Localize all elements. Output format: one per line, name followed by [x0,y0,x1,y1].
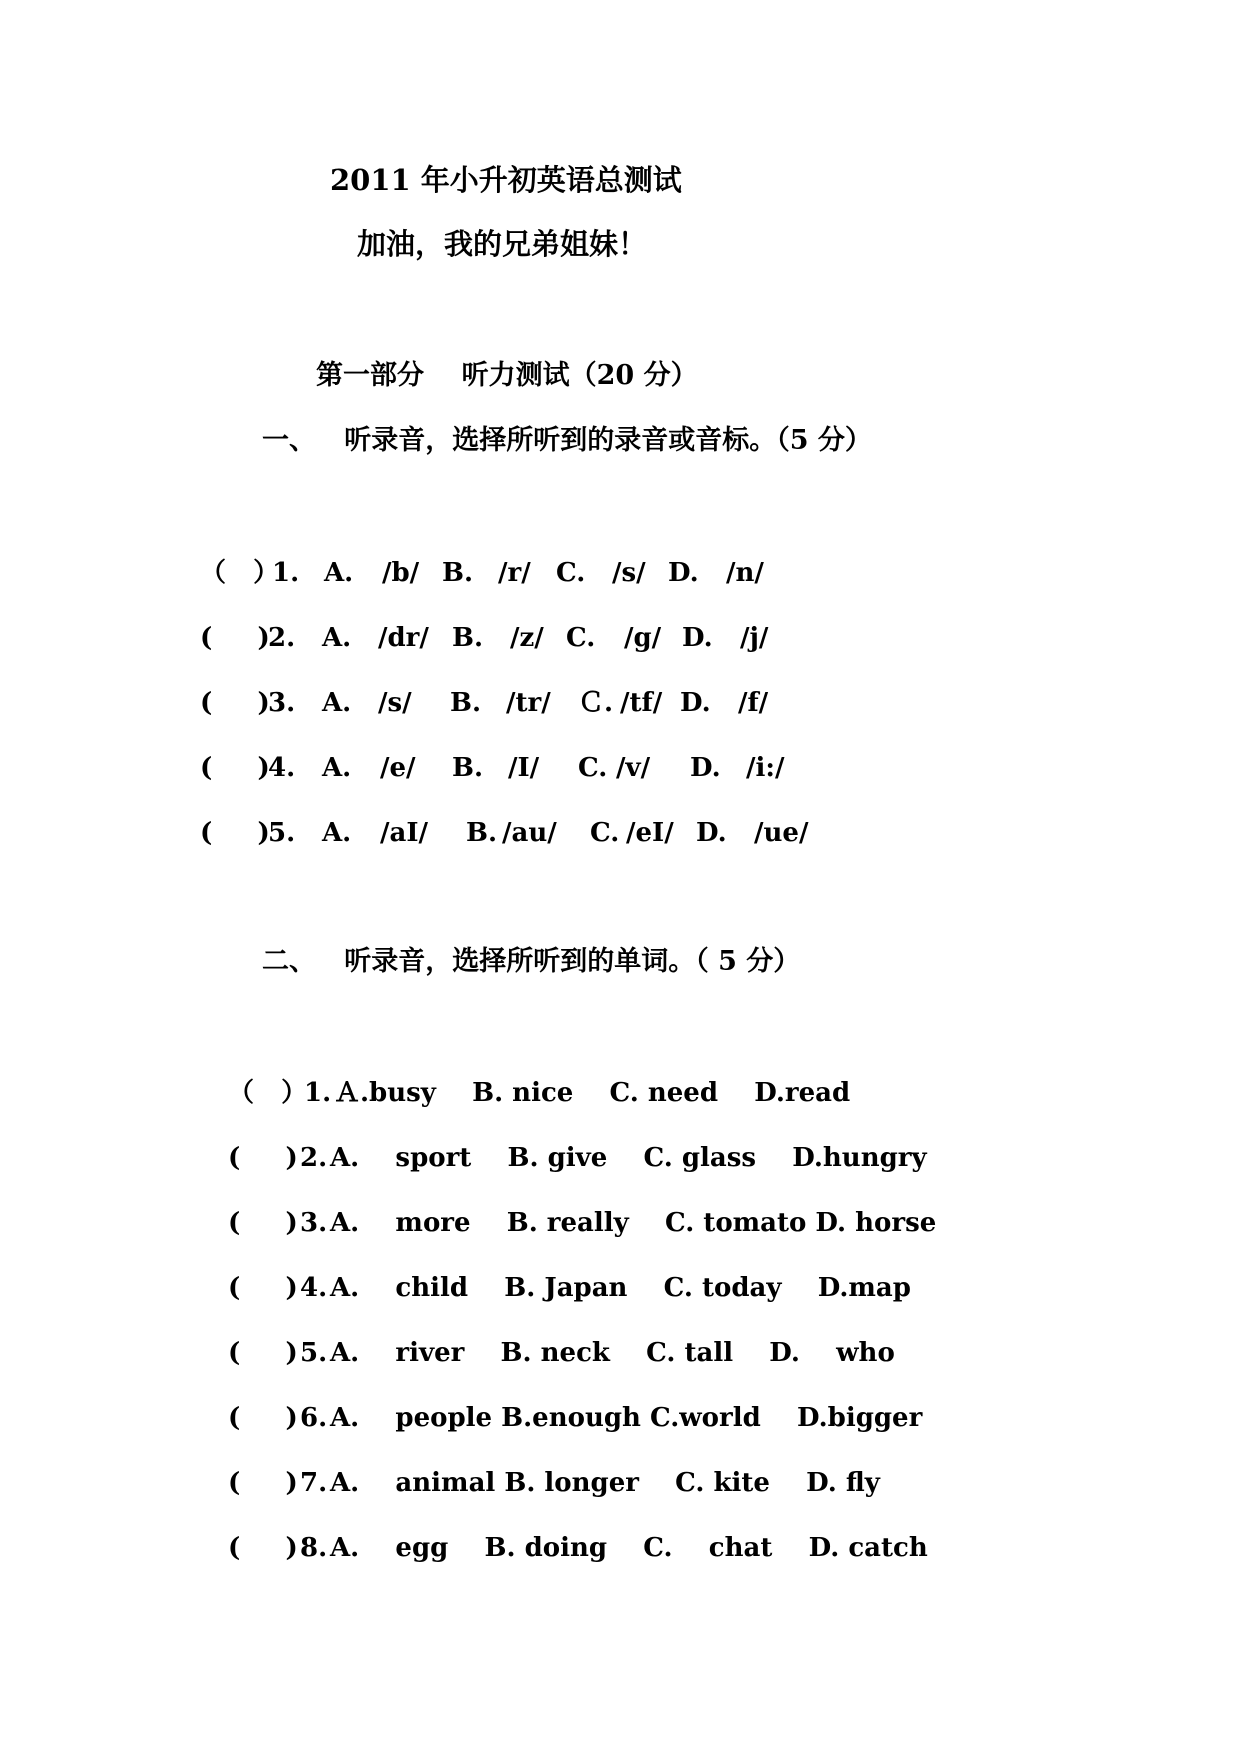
question-options: A. sport B. give C. glass D.hungry [330,1143,927,1173]
option-c-label: C. [578,753,608,783]
option-d-label: D. [690,753,721,783]
option-a-label: A. [322,688,352,718]
option-b-label: B. [450,688,482,718]
option-c-value: /v/ [616,753,651,783]
option-a-value: /dr/ [378,623,429,653]
option-d-label: D. [668,558,699,588]
option-d-value: /f/ [738,688,769,718]
answer-bracket[interactable]: ( ) [200,818,270,848]
question-number: 5. [268,818,296,848]
option-b-label: B. [452,753,484,783]
question-number: 2. [268,623,296,653]
exam-title: 2011 年小升初英语总测试 [330,163,682,197]
question-number: 4. [300,1273,328,1303]
option-d-label: D. [696,818,727,848]
question-options: A. people B.enough C.world D.bigger [330,1403,923,1433]
question-number: 2. [300,1143,328,1173]
question-number: 7. [300,1468,328,1498]
answer-bracket[interactable]: （ ） [200,558,280,588]
option-c-value: /s/ [612,558,646,588]
question-number: 3. [300,1208,328,1238]
exam-subtitle: 加油，我的兄弟姐妹！ [357,227,648,261]
answer-bracket[interactable]: ( ) [228,1273,298,1303]
answer-bracket[interactable]: ( ) [200,623,270,653]
option-a-label: A. [322,818,352,848]
answer-bracket[interactable]: （ ） [228,1078,308,1108]
option-b-label: B. [442,558,474,588]
question-options: Ａ.busy B. nice C. need D.read [334,1078,851,1108]
question-number: 1. [272,558,300,588]
option-a-value: /aI/ [380,818,429,848]
option-b-value: /au/ [502,818,557,848]
question-number: 6. [300,1403,328,1433]
answer-bracket[interactable]: ( ) [228,1208,298,1238]
question-number: 3. [268,688,296,718]
option-b-value: /z/ [510,623,544,653]
option-d-value: /ue/ [754,818,809,848]
answer-bracket[interactable]: ( ) [200,688,270,718]
question-options: A. egg B. doing C. chat D. catch [330,1533,928,1563]
answer-bracket[interactable]: ( ) [228,1533,298,1563]
option-c-label: C. [556,558,586,588]
option-b-label: B. [452,623,484,653]
question-number: 4. [268,753,296,783]
option-b-value: /I/ [508,753,540,783]
question-options: A. river B. neck C. tall D. who [330,1338,895,1368]
question-number: 5. [300,1338,328,1368]
answer-bracket[interactable]: ( ) [228,1143,298,1173]
option-d-label: D. [680,688,711,718]
option-a-label: A. [322,753,352,783]
option-d-value: /i:/ [746,753,785,783]
question-options: A. animal B. longer C. kite D. fly [330,1468,880,1498]
part-one-heading: 第一部分 听力测试（20 分） [316,360,698,391]
option-d-label: D. [682,623,713,653]
answer-bracket[interactable]: ( ) [228,1468,298,1498]
question-options: A. more B. really C. tomato D. horse [330,1208,937,1238]
option-c-label: Ｃ. [578,688,614,718]
section-two-heading: 二、 听录音，选择所听到的单词。（ 5 分） [262,946,801,977]
option-a-label: A. [324,558,354,588]
answer-bracket[interactable]: ( ) [228,1338,298,1368]
option-b-label: B. [466,818,498,848]
option-b-value: /tr/ [506,688,551,718]
option-a-value: /s/ [378,688,412,718]
question-number: 8. [300,1533,328,1563]
option-c-value: /tf/ [620,688,663,718]
answer-bracket[interactable]: ( ) [228,1403,298,1433]
option-c-label: C. [566,623,596,653]
option-a-label: A. [322,623,352,653]
option-d-value: /j/ [740,623,769,653]
option-a-value: /b/ [382,558,420,588]
option-b-value: /r/ [498,558,531,588]
option-c-value: /g/ [624,623,662,653]
section-one-heading: 一、 听录音，选择所听到的录音或音标。（5 分） [262,425,872,456]
answer-bracket[interactable]: ( ) [200,753,270,783]
option-c-value: /eI/ [626,818,674,848]
question-number: 1. [304,1078,332,1108]
option-d-value: /n/ [726,558,764,588]
option-c-label: C. [590,818,620,848]
question-options: A. child B. Japan C. today D.map [330,1273,911,1303]
option-a-value: /e/ [380,753,416,783]
